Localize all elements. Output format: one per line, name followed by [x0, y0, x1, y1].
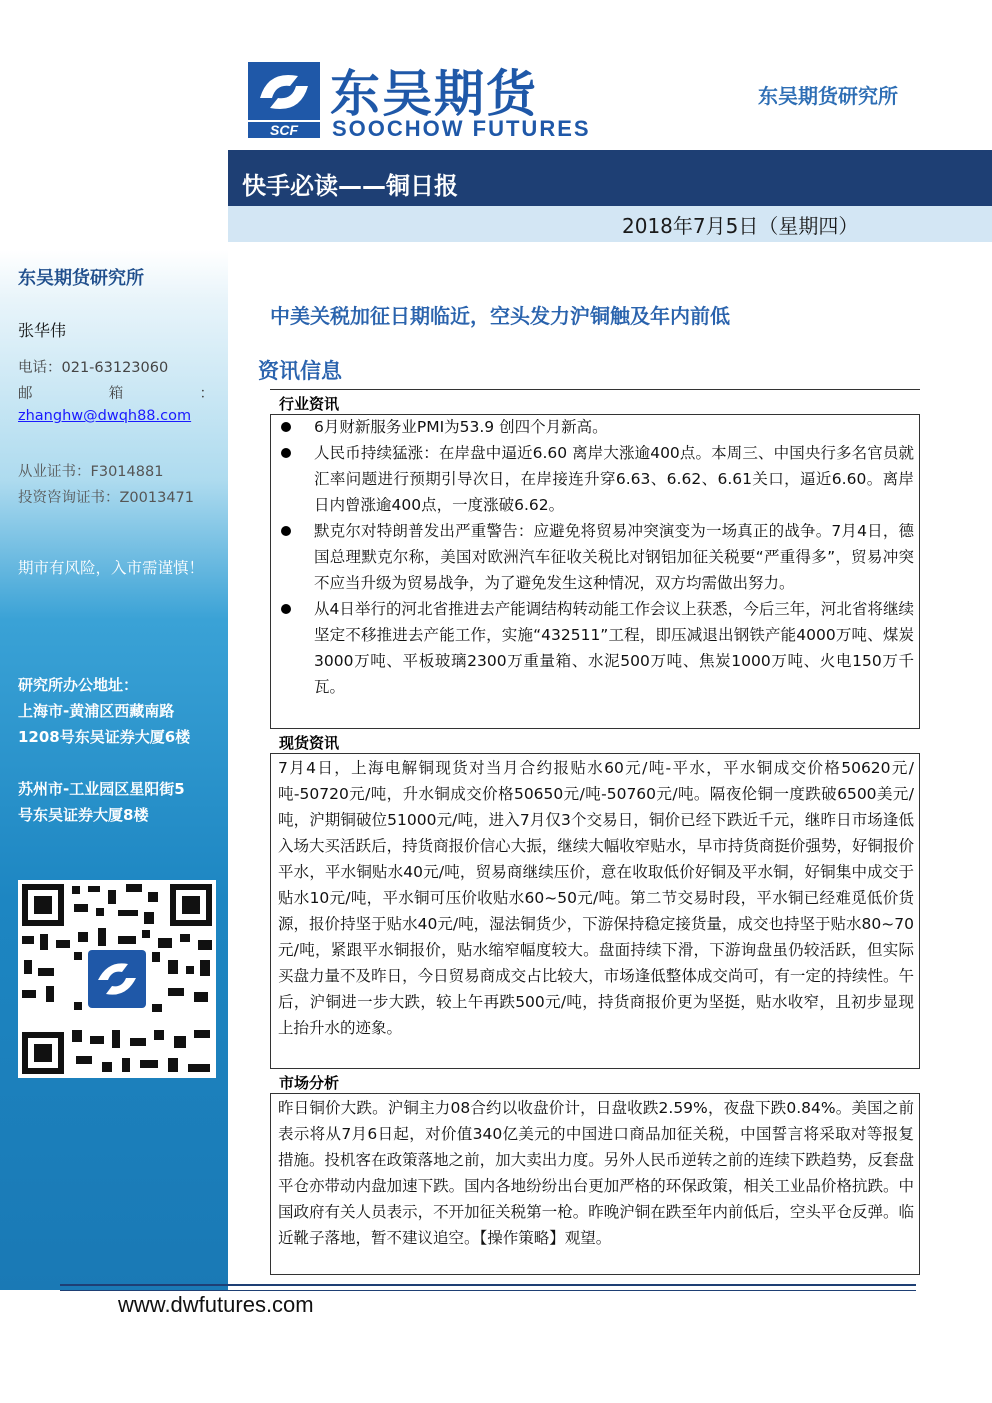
header-institute: 东吴期货研究所 [758, 84, 898, 108]
sidebar-org: 东吴期货研究所 [18, 268, 144, 289]
news-text: 从4日举行的河北省推进去产能调结构转动能工作会议上获悉，今后三年，河北省将继续坚定不移推进去产能工作，实施“432511”工程，即压减退出钢铁产能4000万吨、煤炭3000万吨、平板玻璃2300万重量箱、水泥500万吨、焦炭1000万吨、火电150万千瓦。 [314, 600, 914, 696]
office-address-suzhou [18, 776, 185, 828]
footer-divider [60, 1290, 916, 1291]
office-line: 号东吴证券大厦8楼 [18, 806, 149, 824]
list-item [278, 414, 914, 440]
email-label [18, 382, 214, 403]
news-text: 人民币持续猛涨：在岸盘中逼近6.60 离岸大涨逾400点。本周三、中国央行多名官员就汇率问题进行预期引导次日，在岸接连升穿6.63、6.62、6.61关口，逼近6.60。离岸日内曾涨逾400点，一度涨破6.62。 [314, 444, 914, 514]
qr-code-image [18, 880, 216, 1078]
risk-warning: 期市有风险，入市需谨慎！ [18, 559, 205, 577]
list-item [278, 518, 914, 596]
bullet-icon [281, 422, 291, 432]
footer-website[interactable]: www.dwfutures.com [118, 1292, 314, 1317]
bullet-icon [281, 526, 291, 536]
logo-badge-text: SCF [270, 122, 298, 138]
sidebar [0, 0, 228, 1290]
company-logo-text-cn: 东吴期货 [330, 65, 538, 123]
list-item [278, 596, 914, 700]
spot-news-heading: 现货资讯 [270, 728, 920, 754]
section-title: 资讯信息 [258, 359, 342, 383]
office-label: 研究所办公地址： [18, 676, 139, 694]
qr-code-graphic [18, 880, 216, 1078]
email-label-char: ： [199, 386, 214, 402]
bullet-icon [281, 448, 291, 458]
email-label-char: 箱 [108, 386, 124, 402]
practice-certificate: 从业证书：F3014881 [18, 464, 164, 480]
analyst-email-link[interactable]: zhanghw@dwqh88.com [18, 408, 192, 424]
spot-news-text: 7月4日，上海电解铜现货对当月合约报贴水60元/吨-平水，平水铜成交价格50620元/吨-50720元/吨，升水铜成交价格50650元/吨-50760元/吨。隔夜伦铜一度跌破6500美元/吨，沪期铜破位51000元/吨，进入7月仅3个交易日，铜价已经下跌近千元，继昨日市场逢低入场大买活跃后，持货商报价信心大振，继续大幅收窄贴水，早市持货商挺价强势，好铜报价平水，平水铜贴水40元/吨，贸易商继续压价，意在收取低价好铜及平水铜，好铜集中成交于贴水10元/吨，平水铜可压价收贴水60~50元/吨。第二节交易时段，平水铜已经难觅低价货源，报价持坚于贴水40元/吨，湿法铜货少，下游保持稳定接货量，成交也持坚于贴水80~70元/吨，紧跟平水铜报价，贴水缩窄幅度较大。盘面持续下滑，下游询盘虽仍较活跃，但实际买盘力量不及昨日，今日贸易商成交占比较大，市场逢低整体成交尚可，有一定的持续性。午后，沪铜进一步大跌，较上午再跌500元/吨，持货商报价更为坚挺，贴水收窄，且初步显现上抬升水的迹象。 [278, 759, 914, 1037]
office-line: 上海市-黄浦区西藏南路 [18, 702, 175, 720]
office-line: 1208号东吴证券大厦6楼 [18, 728, 191, 746]
company-logo-text-en: SOOCHOW FUTURES [332, 116, 591, 141]
list-item [278, 440, 914, 518]
industry-news-heading: 行业资讯 [270, 389, 920, 415]
company-logo-icon [248, 62, 320, 142]
market-analysis-heading: 市场分析 [270, 1068, 920, 1094]
footer-divider [60, 1284, 916, 1286]
market-analysis-text: 昨日铜价大跌。沪铜主力08合约以收盘价计，日盘收跌2.59%，夜盘下跌0.84%。美国之前表示将从7月6日起，对价值340亿美元的中国进口商品加征关税，中国誓言将采取对等报复措施。投机客在政策落地之前，加大卖出力度。另外人民币逆转之前的连续下跌趋势，反套盘平仓亦带动内盘加速下跌。国内各地纷纷出台更加严格的环保政策，相关工业品价格抗跌。中国政府有关人员表示，不开加征关税第一枪。昨晚沪铜在跌至年内前低后，空头平仓反弹。临近靴子落地，暂不建议追空。【操作策略】观望。 [278, 1099, 914, 1247]
news-text: 默克尔对特朗普发出严重警告：应避免将贸易冲突演变为一场真正的战争。7月4日，德国总理默克尔称，美国对欧洲汽车征收关税比对钢铝加征关税要“严重得多”，贸易冲突不应当升级为贸易战争，为了避免发生这种情况，双方均需做出努力。 [314, 522, 914, 592]
office-address-shanghai [18, 672, 190, 750]
analyst-name: 张华伟 [18, 321, 67, 340]
date-bar [228, 206, 992, 242]
analyst-phone: 电话：021-63123060 [18, 360, 169, 376]
industry-news-list [278, 414, 914, 700]
bullet-icon [281, 604, 291, 614]
news-text: 6月财新服务业PMI为53.9 创四个月新高。 [314, 418, 608, 436]
office-line: 苏州市-工业园区星阳街5 [18, 780, 185, 798]
email-label-char: 邮 [18, 386, 33, 402]
report-headline: 中美关税加征日期临近，空头发力沪铜触及年内前低 [270, 304, 730, 328]
advisory-certificate: 投资咨询证书：Z0013471 [18, 490, 195, 506]
report-date: 2018年7月5日（星期四） [622, 214, 859, 238]
report-title: 快手必读——铜日报 [242, 172, 458, 200]
